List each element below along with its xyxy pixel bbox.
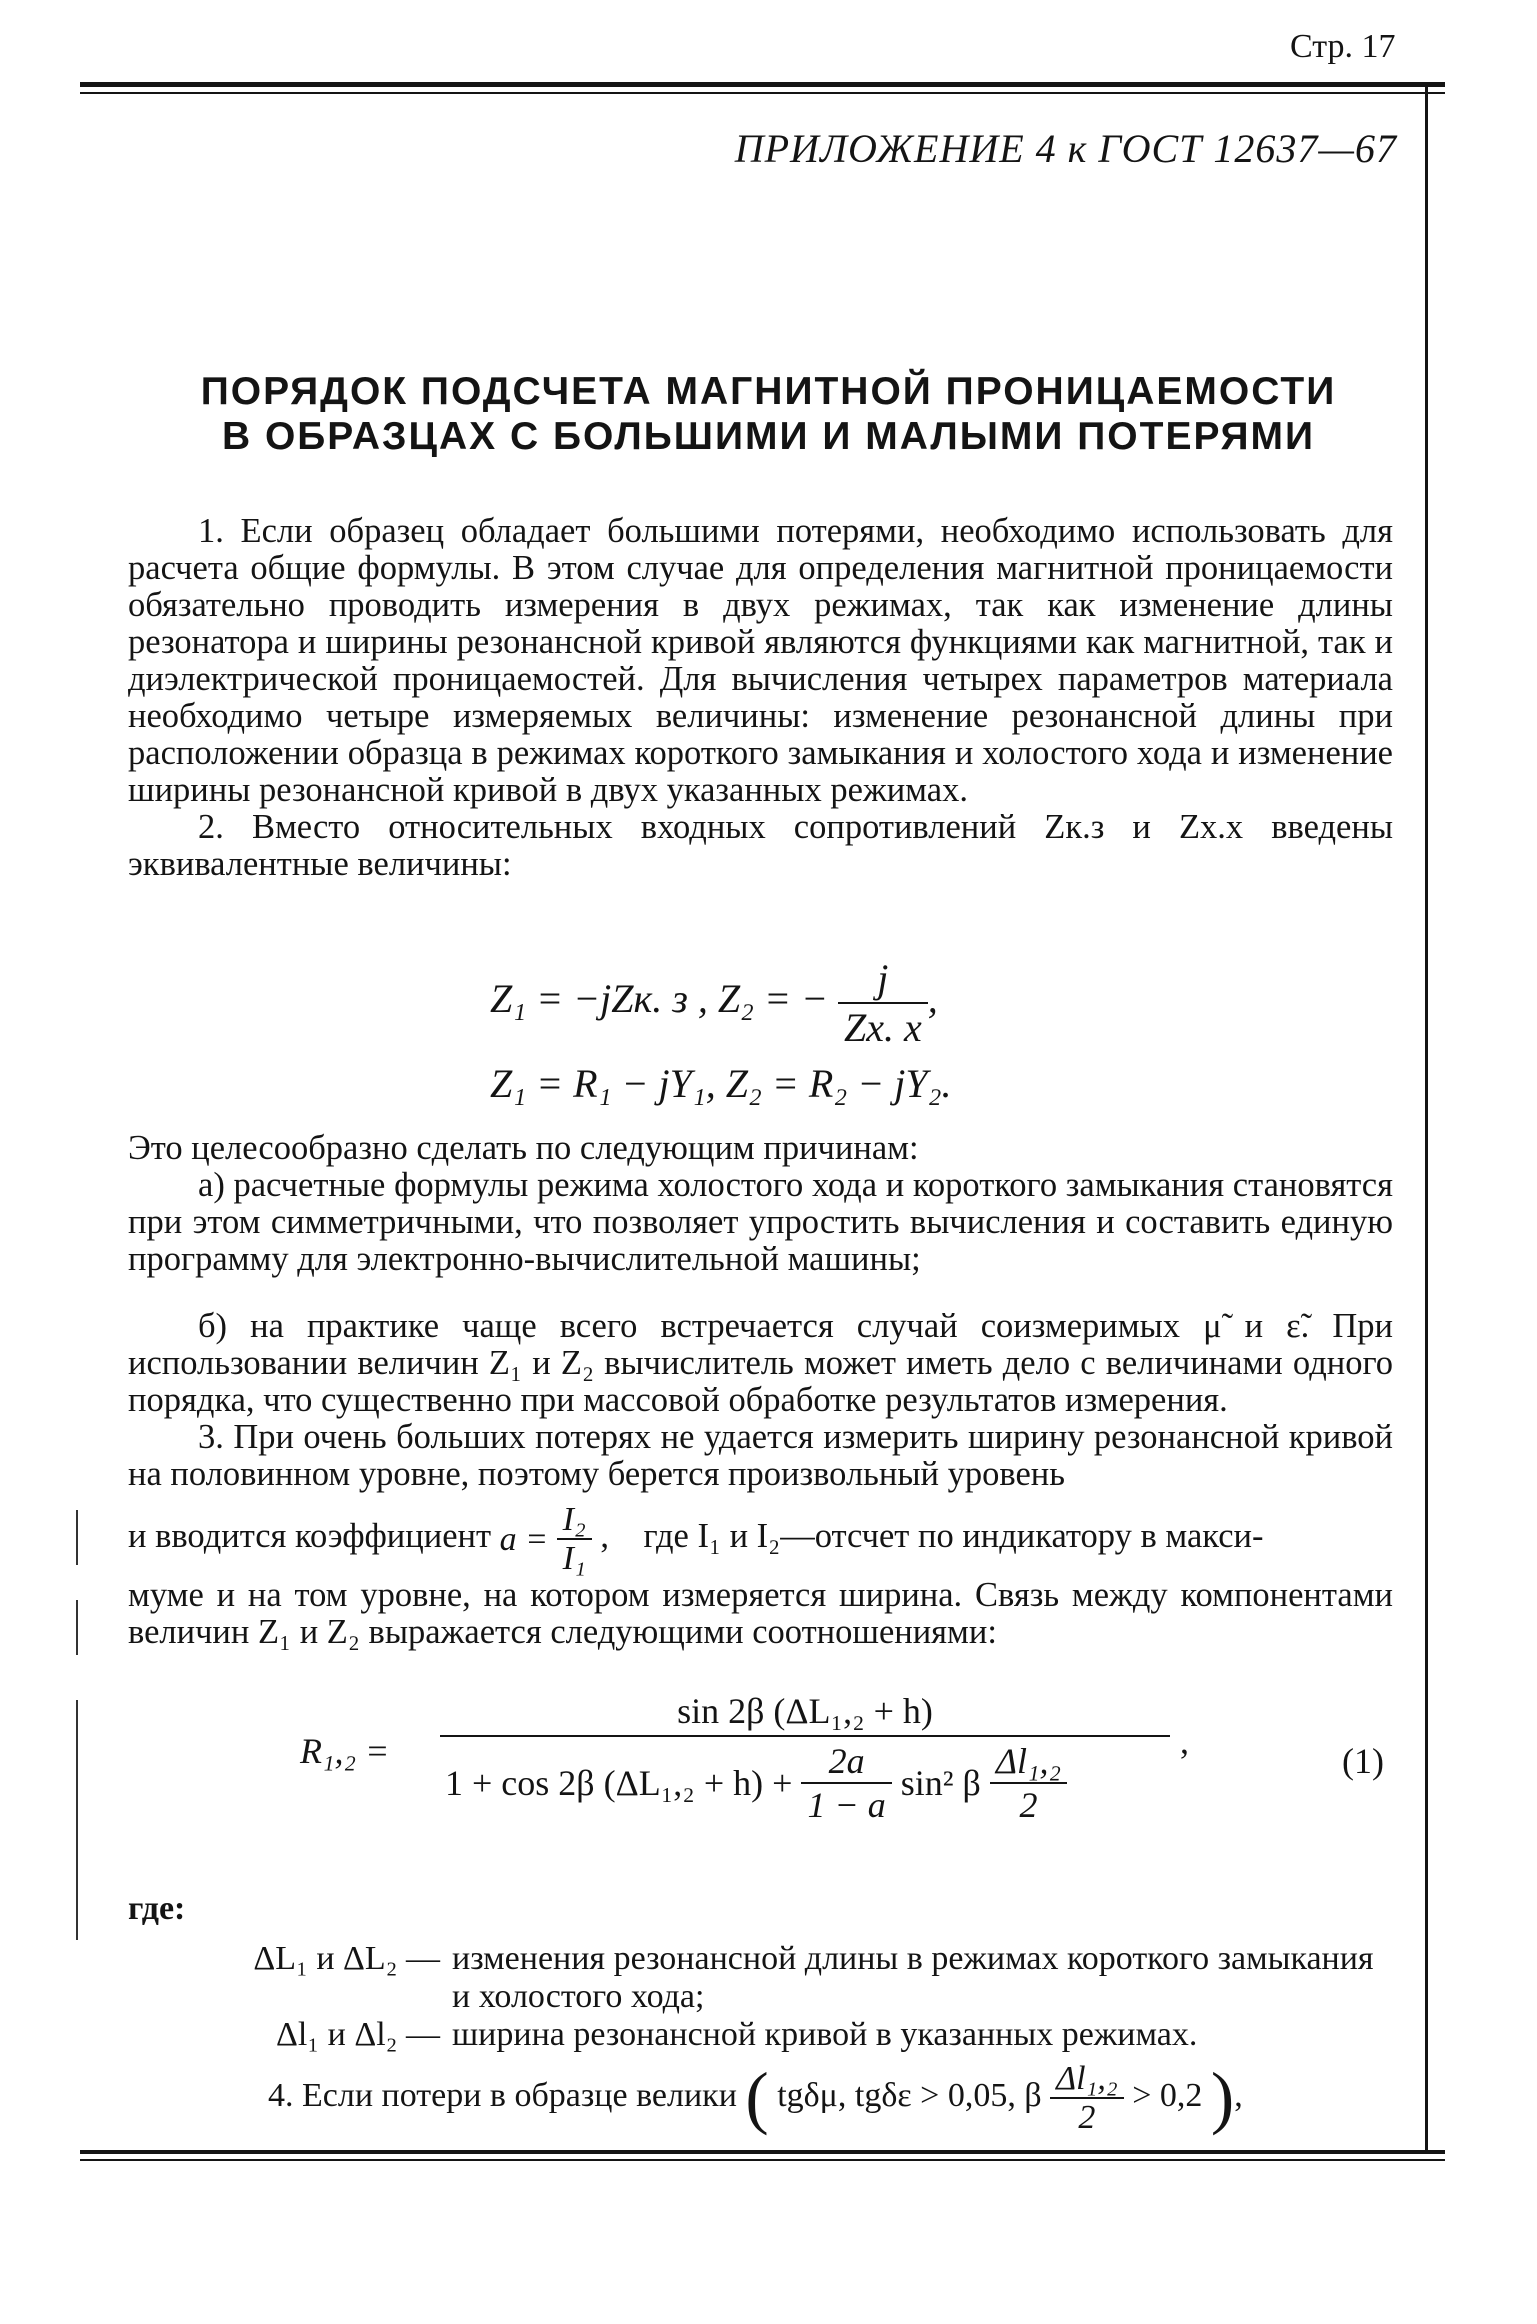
coef-intro: и вводится коэффициент <box>128 1516 492 1555</box>
paragraph-4: 4. Если потери в образце велики <box>268 2076 737 2114</box>
r-den-frac-1-num: 2a <box>828 1741 865 1781</box>
definition-symbol: ΔL₁ и ΔL₂ — <box>253 1940 440 1977</box>
r-den-frac-2-den: 2 <box>990 1782 1067 1826</box>
where-label: где: <box>128 1890 186 1927</box>
p4-condition-end: > 0,2 <box>1132 2076 1203 2114</box>
reason-b: б) на практике чаще всего встречается случай соизмеримых μ̃ и ε̃. При использовании величин Z₁ и Z₂ вычислитель может иметь дело с величинами одного порядка, что существенно при массовой обработке результатов измерения. <box>128 1307 1393 1419</box>
margin-bar <box>76 1600 78 1655</box>
coef-lhs: a = <box>499 1520 549 1558</box>
reasons-intro: Это целесообразно сделать по следующим причинам: <box>128 1129 919 1167</box>
page-title-line-2: В ОБРАЗЦАХ С БОЛЬШИМИ И МАЛЫМИ ПОТЕРЯМИ <box>221 415 1316 458</box>
r-den-part-a: 1 + cos 2β (ΔL₁,₂ + h) + <box>445 1763 793 1803</box>
left-paren: ( <box>745 2059 769 2137</box>
page-title-line-1: ПОРЯДОК ПОДСЧЕТА МАГНИТНОЙ ПРОНИЦАЕМОСТИ <box>200 370 1337 413</box>
fraction-denominator: Zх. х <box>838 1002 928 1051</box>
right-paren: ) <box>1210 2059 1235 2137</box>
definition-symbol: Δl₁ и Δl₂ — <box>275 2016 440 2053</box>
formula-z-components: Z₁ = R₁ − jY₁, Z₂ = R₂ − jY₂. <box>490 1061 952 1106</box>
coef-formula <box>500 1501 592 1577</box>
coef-where: где I₁ и I₂—отсчет по индикатору в макси- <box>643 1516 1264 1555</box>
margin-bar <box>76 1700 78 1940</box>
paragraph-1: 1. Если образец обладает большими потерями, необходимо использовать для расчета общие формулы. В этом случае для определения магнитной проницаемости обязательно проводить измерения в двух режимах, так как изменение длины резонатора и ширины резонансной кривой являются функциями как магнитной, так и диэлектрической проницаемостей. Для вычисления четырех параметров материала необходимо четыре измеряемых величины: изменение резонансной длины при расположении образца в режимах короткого замыкания и холостого хода и изменение ширины резонансной кривой в двух указанных режимах. <box>128 512 1393 809</box>
margin-bar <box>76 1510 78 1565</box>
page-number: Стр. 17 <box>1290 28 1396 65</box>
p4-condition: tgδμ, tgδε > 0,05, β <box>777 2076 1042 2114</box>
coef-numerator: I₂ <box>562 1501 586 1538</box>
paragraph-3-start: 3. При очень больших потерях не удается измерить ширину резонансной кривой на половинном уровне, поэтому берется произвольный уровень <box>128 1418 1393 1493</box>
reasons-block <box>128 1130 1393 1651</box>
p4-frac-den: 2 <box>1050 2097 1124 2136</box>
fraction-numerator: j <box>877 956 889 1001</box>
r-den-frac-1-den: 1 − a <box>801 1782 891 1826</box>
r-denominator <box>445 1740 1067 1826</box>
definition-text: ширина резонансной кривой в указанных режимах. <box>452 2016 1198 2053</box>
r-numerator: sin 2β (ΔL₁,₂ + h) <box>677 1691 933 1731</box>
equation-number: (1) <box>1342 1741 1384 1781</box>
r-den-part-b: sin² β <box>900 1763 981 1803</box>
definition-text: изменения резонансной длины в режимах короткого замыкания и холостого хода; <box>452 1940 1374 2015</box>
coef-denominator: I₁ <box>557 1538 592 1577</box>
r-den-frac-2 <box>990 1740 1067 1826</box>
coef-fraction <box>557 1501 592 1577</box>
formula-z-fraction <box>838 955 928 1051</box>
formula-z-definition: Z₁ = −jZк. з , Z₂ = − $\frac{j}{Zх. х}$ , <box>490 956 938 1050</box>
p4-frac-num: Δl₁,₂ <box>1056 2060 1118 2097</box>
r-lhs: R₁,₂ = <box>300 1731 390 1771</box>
top-rule-thin <box>80 92 1445 94</box>
paragraph-3-end: муме и на том уровне, на котором измеряется ширина. Связь между компонентами величин Z₁ и Z₂ выражается следующими соотношениями: <box>128 1576 1393 1651</box>
top-rule <box>80 82 1445 87</box>
paragraph-1-block <box>128 513 1393 883</box>
paragraph-2: 2. Вместо относительных входных сопротивлений Zк.з и Zх.х введены эквивалентные величины: <box>128 808 1393 883</box>
definition-row <box>190 1940 1390 2054</box>
bottom-rule-thin <box>80 2159 1445 2161</box>
formula-z-left: Z₁ = −jZк. з , Z₂ = − <box>490 976 828 1022</box>
r-den-frac-2-num: Δl₁,₂ <box>995 1741 1062 1781</box>
p4-fraction <box>1050 2060 1124 2136</box>
r-fraction-bar <box>440 1735 1170 1737</box>
r-den-frac-1 <box>801 1740 891 1826</box>
reason-a: а) расчетные формулы режима холостого хода и короткого замыкания становятся при этом симметричными, что позволяет упростить вычисления и составить единую программу для электронно-вычислительной машины; <box>128 1166 1393 1278</box>
bottom-rule <box>80 2150 1445 2154</box>
paragraph-4-line: 4. Если потери в образце велики ( tgδμ, tgδε > 0,05, β $\frac{\text{Δl₁,₂}}{2}$ > 0,2 ), <box>128 2060 1393 2136</box>
paragraph-3-coefficient-line: и вводится коэффициент a = $\frac{\text{I₂}}{\text{I₁}}$ , где I₁ и I₂—отсчет по индикатору в макси- <box>128 1501 1264 1577</box>
appendix-heading: ПРИЛОЖЕНИЕ 4 к ГОСТ 12637—67 <box>734 126 1397 171</box>
